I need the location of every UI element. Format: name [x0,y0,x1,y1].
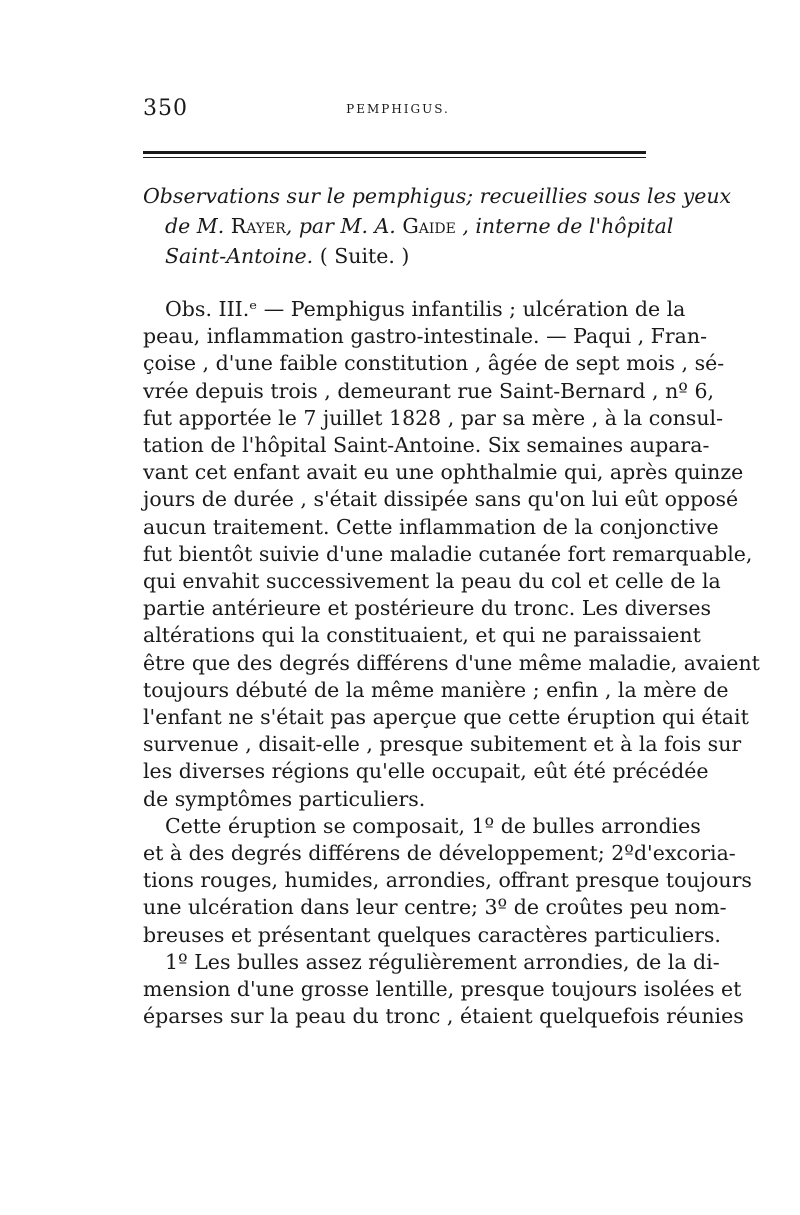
page-number: 350 [143,96,188,121]
title-line-2 [143,211,674,241]
body-line: être que des degrés différens d'une même maladie, avaient [143,650,760,675]
title-text: Observations sur le pemphigus; recueillies sous les yeux [143,184,732,208]
running-title: PEMPHIGUS. [346,102,450,116]
body-line: Cette éruption se composait, 1º de bulles arrondies [165,813,701,838]
body-line: vant cet enfant avait eu une ophthalmie qui, après quinze [143,460,744,485]
body-line: tation de l'hôpital Saint-Antoine. Six semaines aupara- [143,433,710,458]
body-line: aucun traitement. Cette inflammation de la conjonctive [143,514,719,539]
title-text: , par M. A. [285,214,403,238]
title-text: , interne de l'hôpital [455,214,674,238]
body-line: Obs. III.ᵉ — Pemphigus infantilis ; ulcération de la [165,297,686,321]
author-gaide: Gaide [402,214,456,238]
body-line: qui envahit successivement la peau du col et celle de la [143,569,721,594]
title-text: Saint-Antoine. [165,244,314,268]
body-line: jours de durée , s'était dissipée sans qu'on lui eût opposé [143,487,739,512]
body-line: mension d'une grosse lentille, presque toujours isolées et [143,977,742,1002]
body-line: fut apportée le 7 juillet 1828 , par sa mère , à la consul- [143,405,724,430]
body-line: partie antérieure et postérieure du tronc. Les diverses [143,596,711,621]
body-line: une ulcération dans leur centre; 3º de croûtes peu nom- [143,895,727,920]
article-title [143,181,732,271]
header-rule-thin [143,157,646,158]
body-line: l'enfant ne s'était pas aperçue que cette éruption qui était [143,705,749,730]
body-line: 1º Les bulles assez régulièrement arrondies, de la di- [165,949,720,974]
title-line-1 [143,181,732,211]
body-line: breuses et présentant quelques caractères particuliers. [143,922,721,947]
body-line: vrée depuis trois , demeurant rue Saint-Bernard , nº 6, [143,378,714,403]
title-text: de M. [165,214,231,238]
body-line: et à des degrés différens de développement; 2ºd'excoria- [143,841,736,866]
body-line: fut bientôt suivie d'une maladie cutanée fort remarquable, [143,541,753,566]
body-line: altérations qui la constituaient, et qui ne paraissaient [143,623,701,648]
author-rayer: Rayer [230,214,286,238]
body-line: tions rouges, humides, arrondies, offrant presque toujours [143,868,752,893]
title-suite: ( Suite. ) [313,244,410,268]
body-line: çoise , d'une faible constitution , âgée de sept mois , sé- [143,351,725,376]
header-rule-thick [143,151,646,154]
body-line: de symptômes particuliers. [143,786,426,811]
body-line: éparses sur la peau du tronc , étaient quelquefois réunies [143,1004,744,1029]
title-line-3 [143,241,648,271]
running-head [143,96,653,126]
body-line: les diverses régions qu'elle occupait, eût été précédée [143,759,709,784]
body-line: survenue , disait-elle , presque subitement et à la fois sur [143,732,742,757]
body-line: peau, inflammation gastro-intestinale. — Paqui , Fran- [143,324,708,349]
body-line: toujours débuté de la même manière ; enfin , la mère de [143,677,729,702]
body-text [143,296,760,1030]
